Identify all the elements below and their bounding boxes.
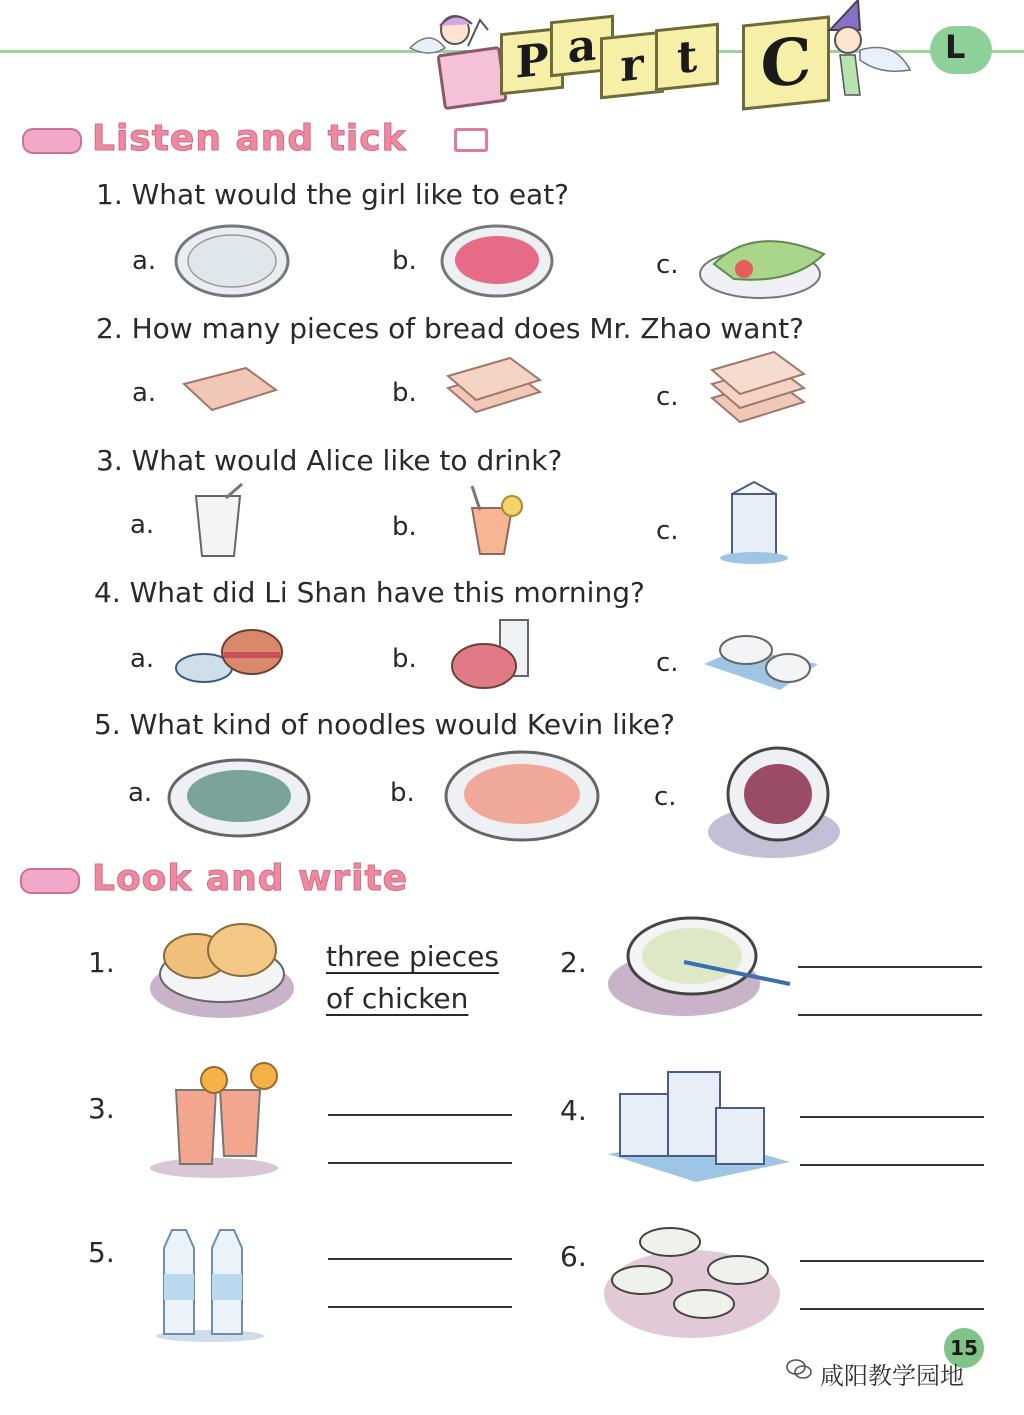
q4-option-b[interactable]: b.: [392, 644, 417, 674]
q5-option-c[interactable]: c.: [654, 782, 677, 812]
q2-option-a[interactable]: a.: [132, 378, 157, 408]
watermark-text: 咸阳教学园地: [820, 1362, 964, 1390]
rice-and-dishes-image: [700, 624, 820, 696]
q3-option-a[interactable]: a.: [130, 510, 155, 540]
q4-option-c[interactable]: c.: [656, 648, 679, 678]
four-bowls-of-soup-image: [600, 1220, 786, 1344]
tomato-egg-noodles-image: [442, 746, 602, 846]
milk-carton-image: [716, 480, 796, 564]
item-4-answer-line-2[interactable]: [800, 1164, 984, 1166]
one-piece-bread-image: [176, 360, 282, 420]
wechat-icon: [786, 1358, 812, 1380]
part-block-p: P: [500, 27, 564, 96]
page-number: 15: [944, 1328, 984, 1368]
part-block-a: a: [550, 15, 614, 78]
section-marker-icon: [20, 868, 80, 894]
milkshake-glass-image: [186, 482, 250, 566]
item-6-answer-line-1[interactable]: [800, 1260, 984, 1262]
q4-option-a[interactable]: a.: [130, 644, 155, 674]
listen-and-tick-heading: Listen and tick: [92, 118, 407, 159]
item-3-number: 3.: [88, 1092, 115, 1125]
item-1-answer-line1: three pieces: [326, 940, 499, 973]
item-5-number: 5.: [88, 1236, 115, 1269]
beef-noodles-image: [704, 740, 860, 862]
sausages-plate-image: [438, 222, 556, 300]
item-3-answer-line-2[interactable]: [328, 1162, 512, 1164]
item-6-number: 6.: [560, 1240, 587, 1273]
question-5: 5. What kind of noodles would Kevin like?: [94, 708, 675, 741]
item-1-number: 1.: [88, 946, 115, 979]
item-2-answer-line-1[interactable]: [798, 966, 982, 968]
q1-option-b[interactable]: b.: [392, 246, 417, 276]
three-pieces-bread-image: [704, 350, 810, 430]
q2-option-b[interactable]: b.: [392, 378, 417, 408]
salad-plate-image: [694, 224, 834, 302]
item-4-answer-line-1[interactable]: [800, 1116, 984, 1118]
two-pieces-bread-image: [440, 352, 546, 422]
page-tab-label: L: [945, 28, 966, 66]
burger-and-milk-image: [448, 616, 534, 696]
two-water-bottles-image: [150, 1212, 270, 1344]
soup-and-burger-image: [172, 622, 286, 694]
q3-option-b[interactable]: b.: [392, 512, 417, 542]
question-4: 4. What did Li Shan have this morning?: [94, 576, 645, 609]
question-1: 1. What would the girl like to eat?: [96, 178, 570, 211]
item-2-number: 2.: [560, 946, 587, 979]
question-2: 2. How many pieces of bread does Mr. Zhao want?: [96, 312, 805, 345]
item-3-answer-line-1[interactable]: [328, 1114, 512, 1116]
item-5-answer-line-2[interactable]: [328, 1306, 512, 1308]
soup-bowl-image: [604, 912, 794, 1020]
chicken-plate-image: [142, 904, 302, 1024]
dumplings-plate-image: [172, 222, 292, 300]
q1-option-a[interactable]: a.: [132, 246, 157, 276]
part-block-r: r: [600, 31, 664, 100]
cassette-tape-icon: [454, 128, 488, 152]
item-2-answer-line-2[interactable]: [798, 1014, 982, 1016]
three-milk-cartons-image: [606, 1064, 792, 1184]
look-and-write-heading: Look and write: [92, 858, 409, 899]
q2-option-c[interactable]: c.: [656, 382, 679, 412]
item-1-answer-line2: of chicken: [326, 982, 469, 1015]
q5-option-a[interactable]: a.: [128, 778, 153, 808]
item-6-answer-line-2[interactable]: [800, 1308, 984, 1310]
q3-option-c[interactable]: c.: [656, 516, 679, 546]
part-block-t: t: [655, 23, 719, 92]
witch-fairy-illustration: [800, 0, 920, 100]
section-marker-icon: [22, 128, 82, 154]
part-block-c: C: [742, 15, 830, 110]
item-4-number: 4.: [560, 1094, 587, 1127]
item-5-answer-line-1[interactable]: [328, 1258, 512, 1260]
vegetable-noodles-image: [164, 752, 314, 848]
q5-option-b[interactable]: b.: [390, 778, 415, 808]
question-3: 3. What would Alice like to drink?: [96, 444, 563, 477]
juice-glass-image: [460, 484, 532, 564]
two-juice-glasses-image: [142, 1060, 286, 1180]
fairy-girl-illustration: [400, 8, 500, 78]
q1-option-c[interactable]: c.: [656, 250, 679, 280]
